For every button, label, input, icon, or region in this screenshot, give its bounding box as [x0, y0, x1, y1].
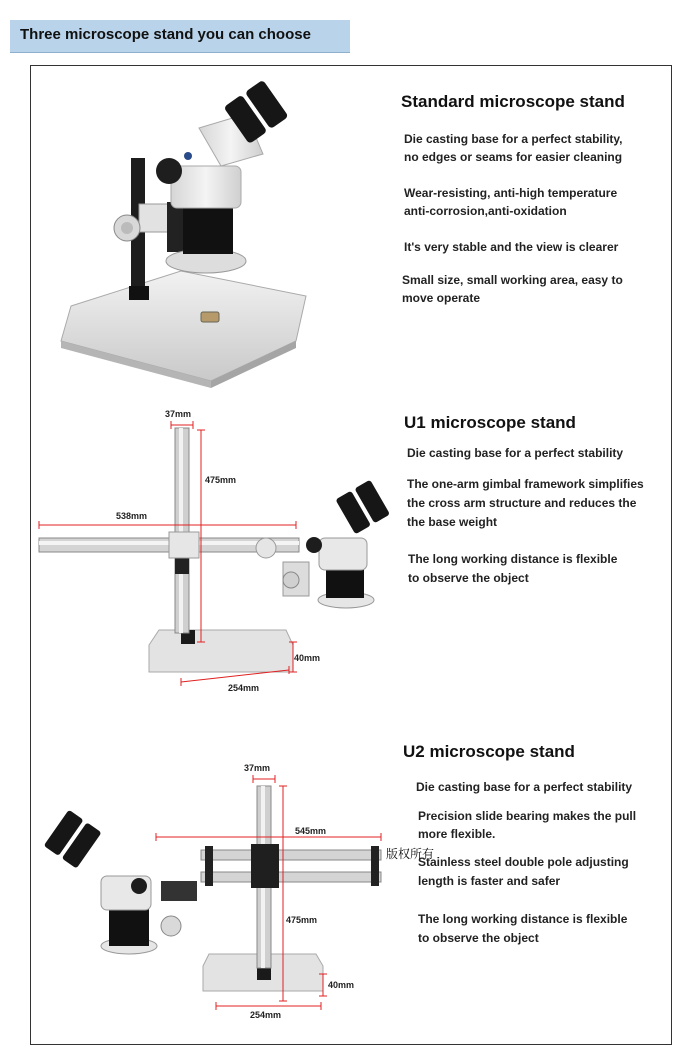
standard-feature-4-line-2: move operate	[402, 291, 481, 305]
header-banner	[10, 20, 350, 53]
u1-dim-base-width: 254mm	[228, 683, 260, 693]
standard-feature-1-line-2: no edges or seams for easier cleaning	[404, 150, 623, 164]
u1-feature-2-line-3: the base weight	[407, 515, 498, 529]
u1-feature-2-line-2: the cross arm structure and reduces the	[407, 496, 637, 510]
u2-feature-4	[418, 910, 627, 948]
u1-feature-1-line-1: Die casting base for a perfect stability	[407, 446, 624, 460]
standard-feature-1	[404, 130, 623, 166]
u2-stand-title: U2 microscope stand	[403, 742, 575, 761]
u1-dim-base-height: 40mm	[294, 653, 321, 663]
u2-feature-2	[418, 807, 636, 843]
u2-stand-image	[31, 716, 401, 1044]
u1-dim-arm-length: 538mm	[116, 511, 148, 521]
u2-feature-2-line-1: Precision slide bearing makes the pull	[418, 809, 637, 823]
u2-dim-arm-length: 545mm	[295, 826, 327, 836]
standard-feature-3	[404, 238, 618, 256]
standard-feature-2	[404, 184, 617, 220]
standard-stand-title: Standard microscope stand	[401, 92, 625, 111]
u2-feature-4-line-2: to observe the object	[418, 931, 539, 945]
u2-feature-4-line-1: The long working distance is flexible	[418, 912, 628, 926]
standard-feature-1-line-1: Die casting base for a perfect stability,	[404, 132, 623, 146]
standard-feature-2-line-1: Wear-resisting, anti-high temperature	[404, 186, 618, 200]
u1-stand-panel	[30, 390, 672, 717]
standard-feature-4	[402, 271, 623, 307]
watermark-text: 版权所有	[386, 847, 435, 861]
standard-feature-3-line-1: It's very stable and the view is clearer	[404, 240, 619, 254]
u2-feature-3-line-1: Stainless steel double pole adjusting	[418, 855, 629, 869]
u1-feature-3	[408, 550, 617, 588]
u1-feature-3-line-1: The long working distance is flexible	[408, 552, 618, 566]
u1-dim-pole-height: 475mm	[205, 475, 237, 485]
standard-feature-4-line-1: Small size, small working area, easy to	[402, 273, 623, 287]
standard-stand-panel	[30, 65, 672, 392]
u2-dim-pole-diameter: 37mm	[244, 763, 271, 773]
standard-feature-2-line-2: anti-corrosion,anti-oxidation	[404, 204, 567, 218]
standard-stand-image	[31, 66, 391, 391]
u2-dim-base-width: 254mm	[250, 1010, 282, 1020]
u2-dim-base-height: 40mm	[328, 980, 355, 990]
u2-feature-2-line-2: more flexible.	[418, 827, 496, 841]
u2-feature-1-line-1: Die casting base for a perfect stability	[416, 780, 633, 794]
u1-stand-image	[31, 390, 401, 716]
u2-feature-3	[418, 853, 629, 891]
u1-stand-title: U1 microscope stand	[404, 413, 576, 432]
u1-feature-1	[407, 444, 623, 462]
u1-dim-pole-diameter: 37mm	[165, 409, 192, 419]
u2-feature-1	[416, 778, 632, 796]
u2-dim-pole-height: 475mm	[286, 915, 318, 925]
u1-feature-2	[407, 475, 644, 532]
header-title: Three microscope stand you can choose	[20, 26, 311, 43]
u1-feature-2-line-1: The one-arm gimbal framework simplifies	[407, 477, 644, 491]
u1-feature-3-line-2: to observe the object	[408, 571, 529, 585]
u2-stand-panel	[30, 716, 672, 1045]
u2-feature-3-line-2: length is faster and safer	[418, 874, 561, 888]
